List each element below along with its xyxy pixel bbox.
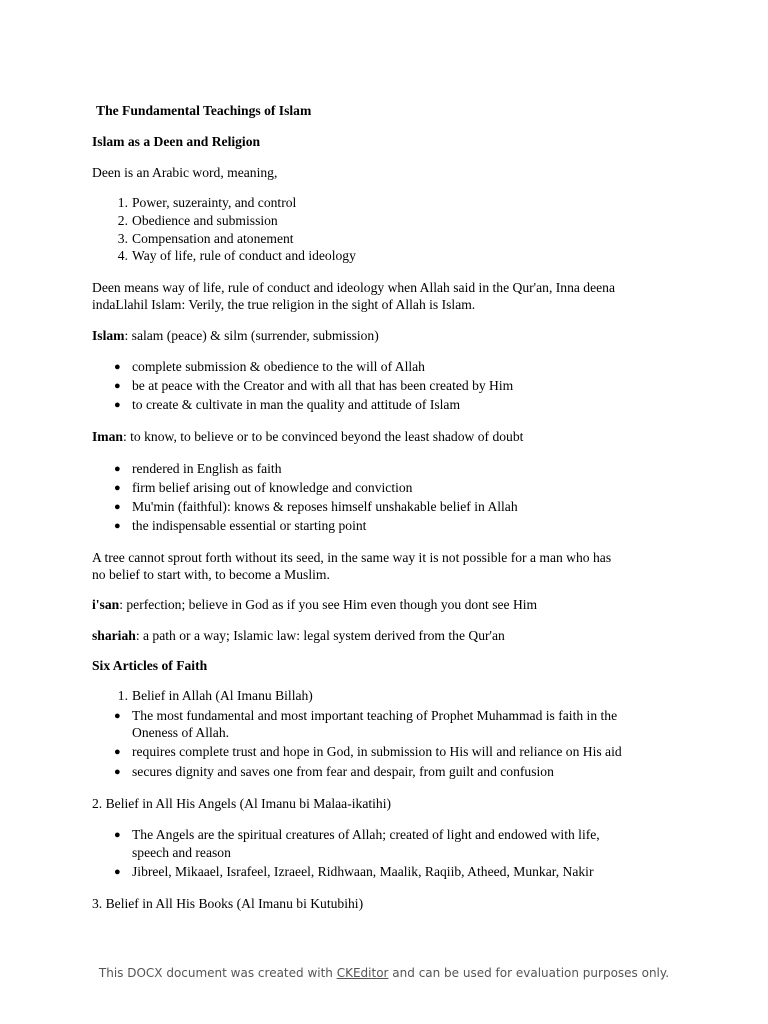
deen-intro: Deen is an Arabic word, meaning,	[92, 165, 278, 180]
article-books: 3. Belief in All His Books (Al Imanu bi Kutubihi)	[92, 896, 364, 911]
iman-definition: Iman: to know, to believe or to be convinced beyond the least shadow of doubt	[92, 429, 524, 444]
heading-deen: Islam as a Deen and Religion	[92, 134, 261, 149]
tree-paragraph-line: A tree cannot sprout forth without its seed, in the same way it is not possible for a man who has	[92, 550, 612, 565]
ihsan-definition: i'san: perfection; believe in God as if you see Him even though you dont see Him	[92, 597, 538, 612]
heading-articles: Six Articles of Faith	[92, 658, 208, 673]
tree-paragraph-line: no belief to start with, to become a Muslim.	[92, 567, 330, 582]
document-title: The Fundamental Teachings of Islam	[96, 103, 312, 118]
deen-paragraph-line: Deen means way of life, rule of conduct and ideology when Allah said in the Qur'an, Inna deena	[92, 280, 615, 295]
article-angels: 2. Belief in All His Angels (Al Imanu bi Malaa-ikatihi)	[92, 796, 392, 811]
footer-text-post: and can be used for evaluation purposes only.	[388, 966, 670, 980]
footer-text-pre: This DOCX document was created with	[98, 966, 337, 980]
shariah-definition: shariah: a path or a way; Islamic law: legal system derived from the Qur'an	[92, 628, 505, 643]
ckeditor-link[interactable]: CKEditor	[336, 966, 389, 980]
islam-definition: Islam: salam (peace) & silm (surrender, submission)	[92, 328, 379, 343]
deen-paragraph-line: indaLlahil Islam: Verily, the true religion in the sight of Allah is Islam.	[92, 297, 476, 312]
evaluation-footer	[0, 966, 768, 980]
